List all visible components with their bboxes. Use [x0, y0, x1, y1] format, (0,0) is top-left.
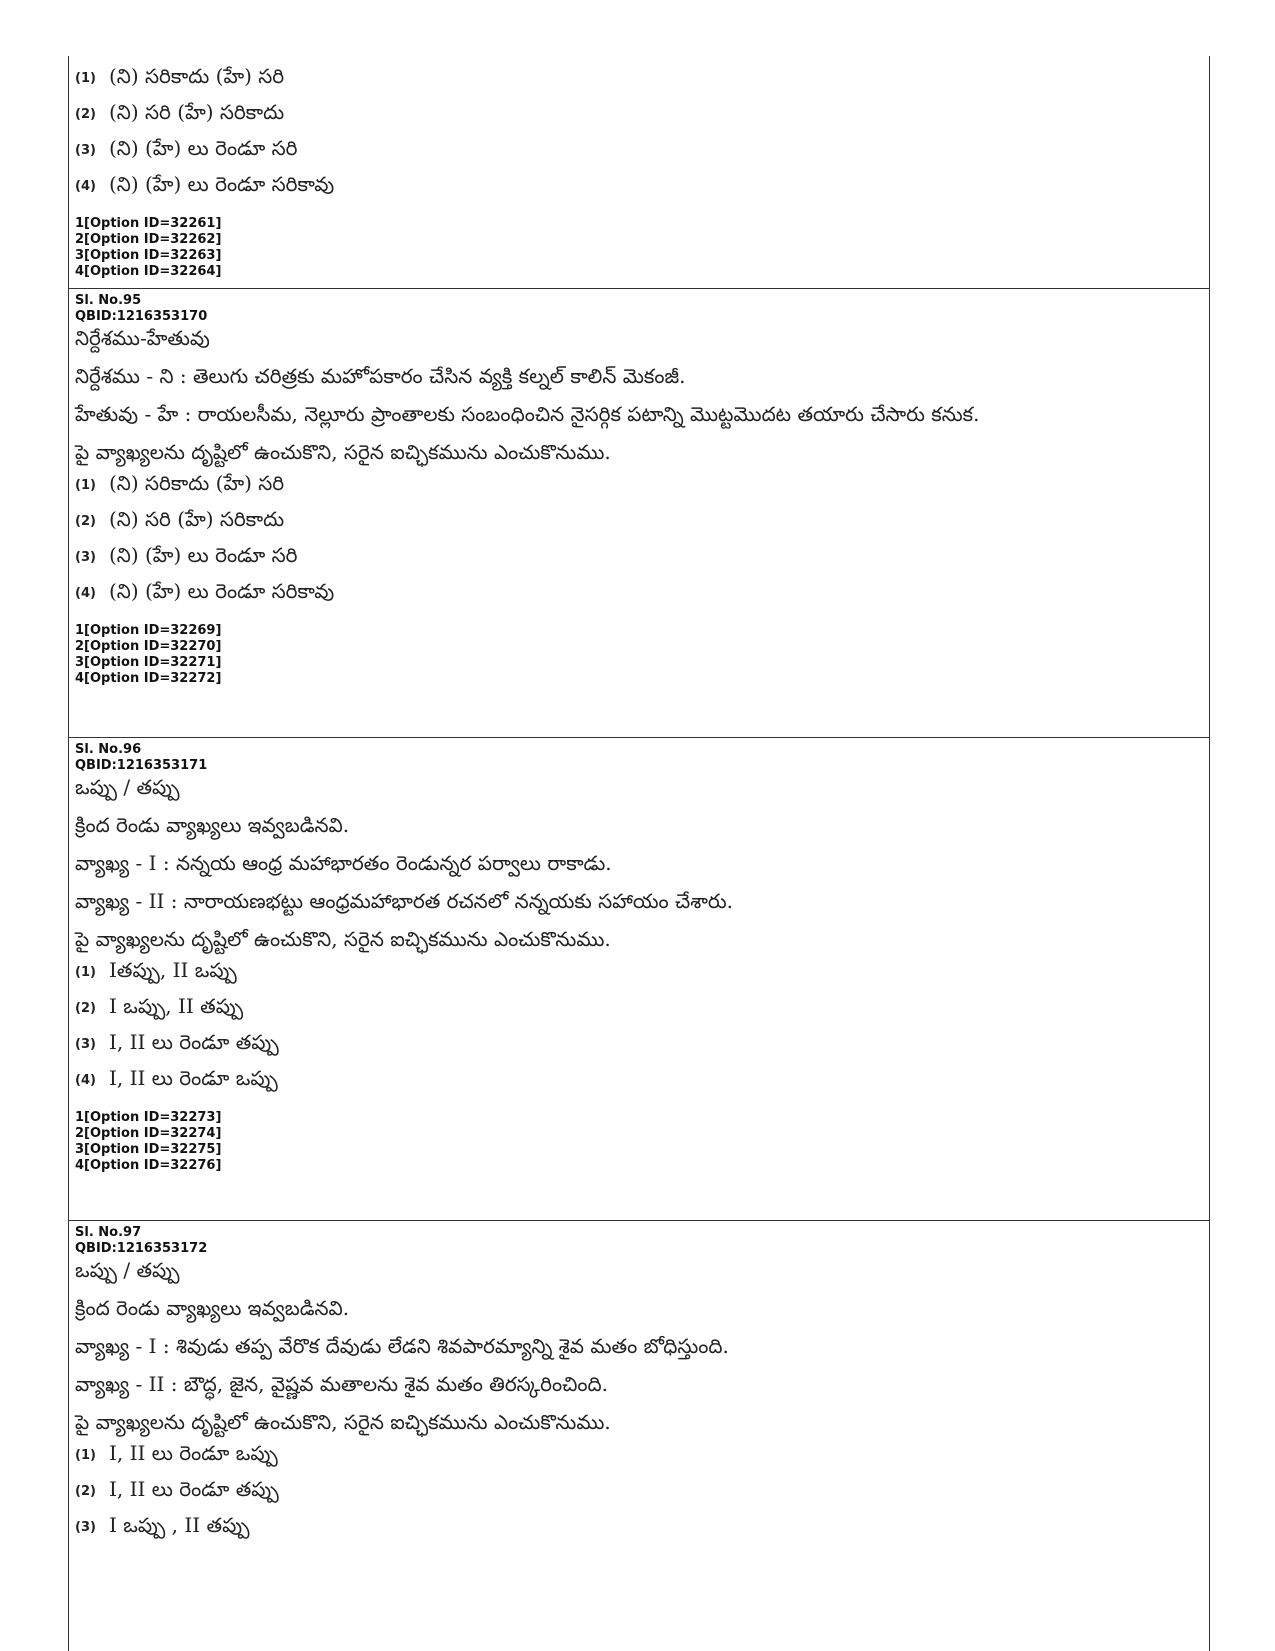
option-number: (2) [75, 1000, 96, 1016]
option-row [75, 60, 1209, 96]
option-text: (ని) (హే) లు రెండూ సరికావు [109, 171, 335, 196]
qbid: QBID:1216353170 [75, 309, 208, 324]
option-text: I ఒప్పు, II తప్పు [109, 993, 244, 1018]
serial-number: Sl. No.96 [75, 742, 142, 757]
option-text: Iతప్పు, II ఒప్పు [109, 957, 237, 982]
option-id: 3[Option ID=32263] [75, 248, 222, 263]
option-id-list [75, 216, 1209, 280]
option-id: 4[Option ID=32276] [75, 1158, 222, 1173]
option-number: (3) [75, 1519, 96, 1535]
option-row [75, 467, 1209, 503]
option-text: (ని) సరికాదు (హే) సరి [109, 470, 285, 495]
intro-text: క్రింద రెండు వ్యాఖ్యలు ఇవ్వబడినవి. [75, 1296, 350, 1320]
option-id: 1[Option ID=32273] [75, 1110, 222, 1125]
option-id: 4[Option ID=32272] [75, 671, 222, 686]
option-row [75, 575, 1209, 611]
option-row [75, 1473, 1209, 1509]
question-97 [69, 1220, 1209, 1649]
question-96 [69, 737, 1209, 1220]
option-id-list [75, 1110, 1209, 1174]
option-row [75, 132, 1209, 168]
option-number: (2) [75, 1483, 96, 1499]
serial-number: Sl. No.95 [75, 293, 142, 308]
option-id: 1[Option ID=32261] [75, 216, 222, 231]
option-text: (ని) (హే) లు రెండూ సరి [109, 542, 298, 567]
statement-2: వ్యాఖ్య - II : బౌద్ధ, జైన, వైష్ణవ మతాలను శైవ మతం తిరస్కరించింది. [75, 1372, 609, 1396]
option-id: 2[Option ID=32274] [75, 1126, 222, 1141]
question-type: ఒప్పు / తప్పు [75, 775, 180, 799]
option-row [75, 990, 1209, 1026]
instruction: పై వ్యాఖ్యలను దృష్టిలో ఉంచుకొని, సరైన ఐచ్ఛికమును ఎంచుకొనుము. [75, 440, 611, 464]
option-row [75, 96, 1209, 132]
statement-2: వ్యాఖ్య - II : నారాయణభట్టు ఆంధ్రమహాభారత రచనలో నన్నయకు సహాయం చేశారు. [75, 889, 734, 913]
option-row [75, 954, 1209, 990]
qbid: QBID:1216353171 [75, 758, 208, 773]
instruction: పై వ్యాఖ్యలను దృష్టిలో ఉంచుకొని, సరైన ఐచ్ఛికమును ఎంచుకొనుము. [75, 927, 611, 951]
option-text: (ని) సరి (హే) సరికాదు [109, 506, 285, 531]
statement-1: వ్యాఖ్య - I : శివుడు తప్ప వేరొక దేవుడు లేడని శివపారమ్యాన్ని శైవ మతం బోధిస్తుంది. [75, 1334, 729, 1358]
intro-text: క్రింద రెండు వ్యాఖ్యలు ఇవ్వబడినవి. [75, 813, 350, 837]
question-type: నిర్దేశము-హేతువు [75, 326, 210, 350]
option-text: (ని) సరికాదు (హే) సరి [109, 63, 285, 88]
instruction: పై వ్యాఖ్యలను దృష్టిలో ఉంచుకొని, సరైన ఐచ్ఛికమును ఎంచుకొనుము. [75, 1410, 611, 1434]
option-number: (2) [75, 513, 96, 529]
option-number: (1) [75, 477, 96, 493]
question-94-tail [69, 56, 1209, 288]
option-number: (1) [75, 70, 96, 86]
serial-number: Sl. No.97 [75, 1225, 142, 1240]
option-text: I ఒప్పు , II తప్పు [109, 1512, 250, 1537]
option-row [75, 1437, 1209, 1473]
option-text: (ని) (హే) లు రెండూ సరికావు [109, 578, 335, 603]
option-row [75, 1026, 1209, 1062]
option-text: I, II లు రెండూ ఒప్పు [109, 1065, 278, 1090]
option-number: (3) [75, 1036, 96, 1052]
question-sheet [68, 56, 1210, 1651]
option-text: (ని) సరి (హే) సరికాదు [109, 99, 285, 124]
question-95 [69, 288, 1209, 737]
option-id-list [75, 623, 1209, 687]
option-row [75, 539, 1209, 575]
option-row [75, 1062, 1209, 1098]
option-text: I, II లు రెండూ తప్పు [109, 1029, 279, 1054]
option-number: (3) [75, 142, 96, 158]
statement-assertion: నిర్దేశము - ని : తెలుగు చరిత్రకు మహోపకారం చేసిన వ్యక్తి కల్నల్ కాలిన్ మెకంజీ. [75, 364, 686, 388]
option-id: 3[Option ID=32275] [75, 1142, 222, 1157]
option-number: (2) [75, 106, 96, 122]
option-number: (3) [75, 549, 96, 565]
option-id: 2[Option ID=32262] [75, 232, 222, 247]
option-number: (1) [75, 1447, 96, 1463]
option-number: (4) [75, 178, 96, 194]
option-text: I, II లు రెండూ తప్పు [109, 1476, 279, 1501]
option-number: (4) [75, 1072, 96, 1088]
option-row [75, 503, 1209, 539]
option-text: I, II లు రెండూ ఒప్పు [109, 1440, 278, 1465]
statement-1: వ్యాఖ్య - I : నన్నయ ఆంధ్ర మహాభారతం రెండున్నర పర్వాలు రాకాడు. [75, 851, 612, 875]
option-id: 1[Option ID=32269] [75, 623, 222, 638]
statement-reason: హేతువు - హే : రాయలసీమ, నెల్లూరు ప్రాంతాలకు సంబంధించిన నైసర్గిక పటాన్ని మొట్టమొదట తయారు చేసారు కనుక. [75, 402, 980, 426]
option-number: (1) [75, 964, 96, 980]
option-row [75, 1509, 1209, 1545]
question-type: ఒప్పు / తప్పు [75, 1258, 180, 1282]
qbid: QBID:1216353172 [75, 1241, 208, 1256]
option-id: 4[Option ID=32264] [75, 264, 222, 279]
option-row [75, 168, 1209, 204]
option-id: 2[Option ID=32270] [75, 639, 222, 654]
option-text: (ని) (హే) లు రెండూ సరి [109, 135, 298, 160]
option-id: 3[Option ID=32271] [75, 655, 222, 670]
option-number: (4) [75, 585, 96, 601]
